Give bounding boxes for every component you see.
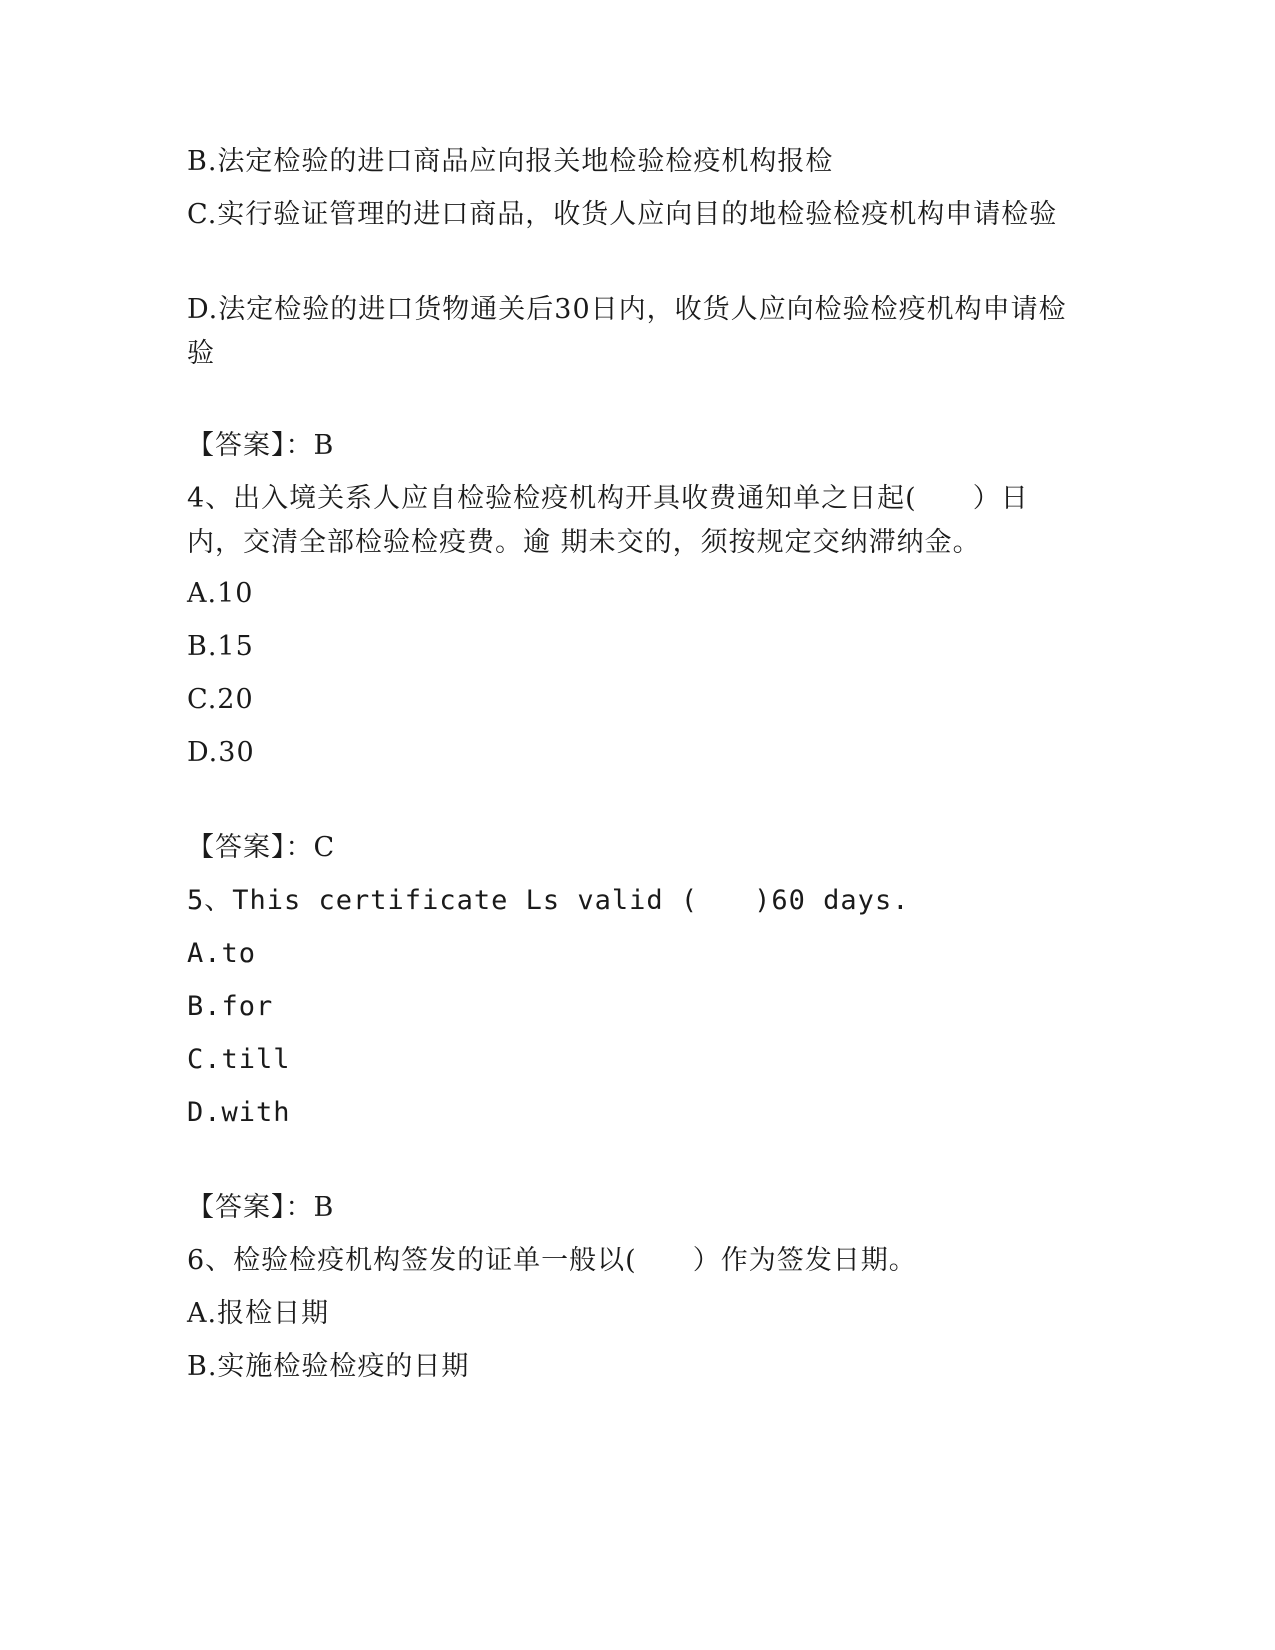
q3-option-b: B.法定检验的进口商品应向报关地检验检疫机构报检 (187, 146, 834, 177)
q3-answer: 【答案】：B (187, 430, 335, 461)
q4-option-d: D.30 (187, 737, 255, 768)
q3-option-d: D.法定检验的进口货物通关后30日内，收货人应向检验检疫机构申请检验 (187, 294, 1067, 369)
q4-answer: 【答案】：C (187, 832, 336, 863)
q6-option-a: A.报检日期 (187, 1298, 330, 1329)
q6-option-b: B.实施检验检疫的日期 (187, 1351, 470, 1382)
q5-option-b: B.for (187, 991, 274, 1022)
q5-option-c: C.till (187, 1044, 291, 1075)
q4-option-a: A.10 (187, 578, 254, 609)
q5-stem: 5、This certificate Ls valid ( )60 days. (187, 885, 910, 916)
q5-option-a: A.to (187, 938, 257, 969)
q4-option-b: B.15 (187, 631, 254, 662)
q3-option-c: C.实行验证管理的进口商品，收货人应向目的地检验检疫机构申请检验 (187, 199, 1058, 230)
q5-answer: 【答案】：B (187, 1192, 335, 1223)
q6-stem: 6、检验检疫机构签发的证单一般以( ）作为签发日期。 (187, 1245, 917, 1276)
q5-option-d: D.with (187, 1097, 291, 1128)
q4-stem: 4、出入境关系人应自检验检疫机构开具收费通知单之日起( ）日内，交清全部检验检疫费。逾 期未交的，须按规定交纳滞纳金。 (187, 483, 1029, 558)
q4-option-c: C.20 (187, 684, 254, 715)
